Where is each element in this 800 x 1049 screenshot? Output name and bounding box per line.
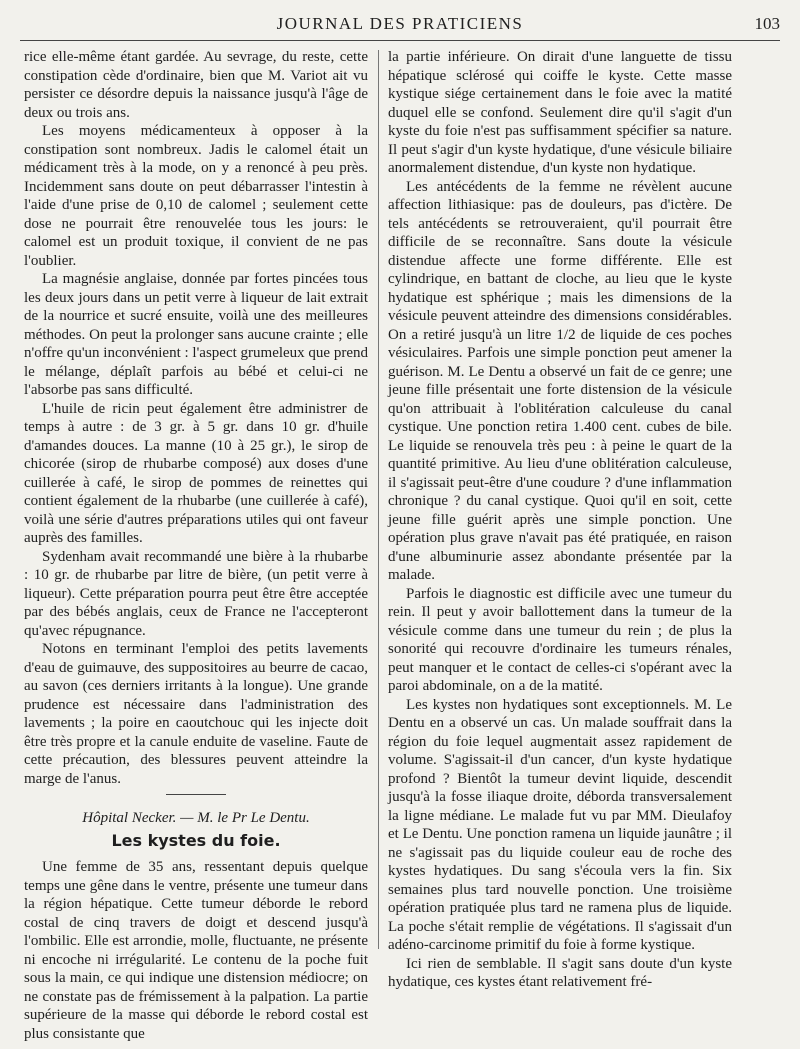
column-divider [378,50,379,949]
paragraph: la partie inférieure. On dirait d'une languette de tissu hépatique sclérosé qui coiffe le kyste. Cette masse kystique siége certainement dans le foie avec la matité duquel elle se confond. Seulement dire qu'il s'agit d'un kyste du foie n'est pas suffisamment spécifier sa nature. Il peut s'agir d'un kyste hydatique, d'une vésicule biliaire anormalement distendue, d'un kyste non hydatique. [388,49,732,176]
paragraph: L'huile de ricin peut également être administrer de temps à autre : de 3 gr. à 5 gr. dans 10 gr. d'huile d'amandes douces. La manne (10 à 25 gr.), le sirop de chicorée (sirop de rhubarbe composé) aux doses d'une cuillerée à café, le sirop de pommes de reinettes qui contient également de la rhubarbe (une cuillerée à café), voilà une série d'autres préparations utiles qui ont faveur auprès des familles. [24,400,368,546]
paragraph: Sydenham avait recommandé une bière à la rhubarbe : 10 gr. de rhubarbe par litre de bière, (un petit verre à liqueur). Cette préparation pourra peut être être acceptée par des bébés anglais, ceux de France ne l'accepteront qu'avec répugnance. [24,548,368,639]
paragraph: Parfois le diagnostic est difficile avec une tumeur du rein. Il peut y avoir ballottement dans la tumeur de la vésicule comme dans une tumeur du rein ; de plus la sonorité qui recouvre d'ordinaire les tumeurs rénales, peut manquer et le contact de celles-ci s'opérant avec la paroi abdominale, on a de la matité. [388,585,732,694]
article-byline: Hôpital Necker. — M. le Pr Le Dentu. [82,810,310,826]
paragraph: Une femme de 35 ans, ressentant depuis quelque temps une gêne dans le ventre, présente une tumeur dans la région hépatique. Cette tumeur déborde le rebord costal de cinq travers de doigt et descend jusqu'à l'ombilic. Elle est arrondie, molle, fluctuante, ne présente ni encoche ni irrégularité. Le contenu de la poche fuit sous la main, ce qui indique une distension médiocre; on ne constate pas de frémissement à la palpation. La partie supérieure de la masse qui déborde le rebord costal est plus consistante que [24,859,368,1042]
paragraph: Les moyens médicamenteux à opposer à la constipation sont nombreux. Jadis le calomel était un médicament très à la mode, on y a renoncé à peu près. Incidemment sans doute on peut débarrasser l'intestin à l'aide d'une prise de 0,10 de calomel ; seulement cette dose ne pourrait être renouvelée tous les jours: le calomel est un produit toxique, il convient de ne pas l'oublier. [24,123,368,269]
header-rule [20,40,780,41]
right-column [388,48,732,992]
paragraph: rice elle-même étant gardée. Au sevrage, du reste, cette constipation cède d'ordinaire, bien que M. Variot ait vu persister ce désordre depuis la naissance jusqu'à l'âge de deux ou trois ans. [24,49,368,121]
left-column [24,48,368,1043]
paragraph: La magnésie anglaise, donnée par fortes pincées tous les deux jours dans un petit verre à liqueur de lait extrait de la nourrice et sucré ensuite, voilà une des meilleures méthodes. On peut la prolonger sans aucune crainte ; elle n'offre qu'un inconvénient : l'aspect grumeleux que prend le mélange, déplaît parfois au bébé et celui-ci ne l'absorbe pas sans difficulté. [24,271,368,398]
paragraph: Les antécédents de la femme ne révèlent aucune affection lithiasique: pas de douleurs, pas d'ictère. De tels antécédents se retrouveraient, qu'il pourrait être difficile de se reconnaître. Sans doute la vésicule distendue affecte une forme différente. Elle est cylindrique, en battant de cloche, au lieu que le kyste hydatique est sphérique ; mais les dimensions de la vésicule peuvent atteindre des dimensions considérables. On a retiré jusqu'à un litre 1/2 de liquide de ces poches vésiculaires. Parfois une simple ponction peut amener la guérison. M. Le Dentu a observé un fait de ce genre; une jeune fille présentait une forte distension de la vésicule qu'on attribuait à l'oblitération calculeuse du canal cystique. Une ponction retira 1.400 cent. cubes de bile. Le liquide se renouvela très peu : à peine le quart de la quantité primitive. Au lieu d'une oblitération calculeuse, il s'agissait peut-être d'une coudure ? d'une inflammation chronique ? du canal cystique. Quoi qu'il en soit, cette jeune fille guérit après une simple ponction. Une opération plus grave n'avait pas été pratiquée, en raison d'une albuminurie assez abondante présentée par la malade. [388,178,732,583]
paragraph: Ici rien de semblable. Il s'agit sans doute d'un kyste hydatique, ces kystes étant relativement fré- [388,955,732,990]
journal-title: JOURNAL DES PRATICIENS [276,14,524,33]
article-title: Les kystes du foie. [111,830,281,850]
page-number: 103 [754,14,780,33]
section-separator [166,794,226,795]
paragraph: Notons en terminant l'emploi des petits lavements d'eau de guimauve, des suppositoires au beurre de cacao, au savon (ces derniers irritants à la longue). Une grande prudence est nécessaire dans l'administration des lavements ; la poire en caoutchouc qui les injecte doit être très propre et la canule enduite de vaseline. Faute de cette précaution, des blessures peuvent atteindre la marge de l'anus. [24,641,368,787]
paragraph: Les kystes non hydatiques sont exceptionnels. M. Le Dentu en a observé un cas. Un malade souffrait dans la région du foie lequel augmentait assez rapidement de volume. S'agissait-il d'un cancer, d'un kyste hydatique profond ? Bientôt la tumeur devint liquide, descendit jusqu'à la fosse iliaque droite, déborda transversalement la ligne médiane. Le malade fut vu par MM. Dieulafoy et Le Dentu. Une ponction ramena un liquide jaunâtre ; il ne s'agissait pas du liquide couleur eau de roche des kystes hydatiques. Du sang s'écoula vers la fin. Six semaines plus tard nouvelle ponction. Une troisième opération pratiquée plus tard ne ramena plus de liquide. La poche s'était remplie de végétations. Il s'agissait d'un adéno-carcinome primitif du foie à forme kystique. [388,696,732,953]
running-header [20,10,780,36]
